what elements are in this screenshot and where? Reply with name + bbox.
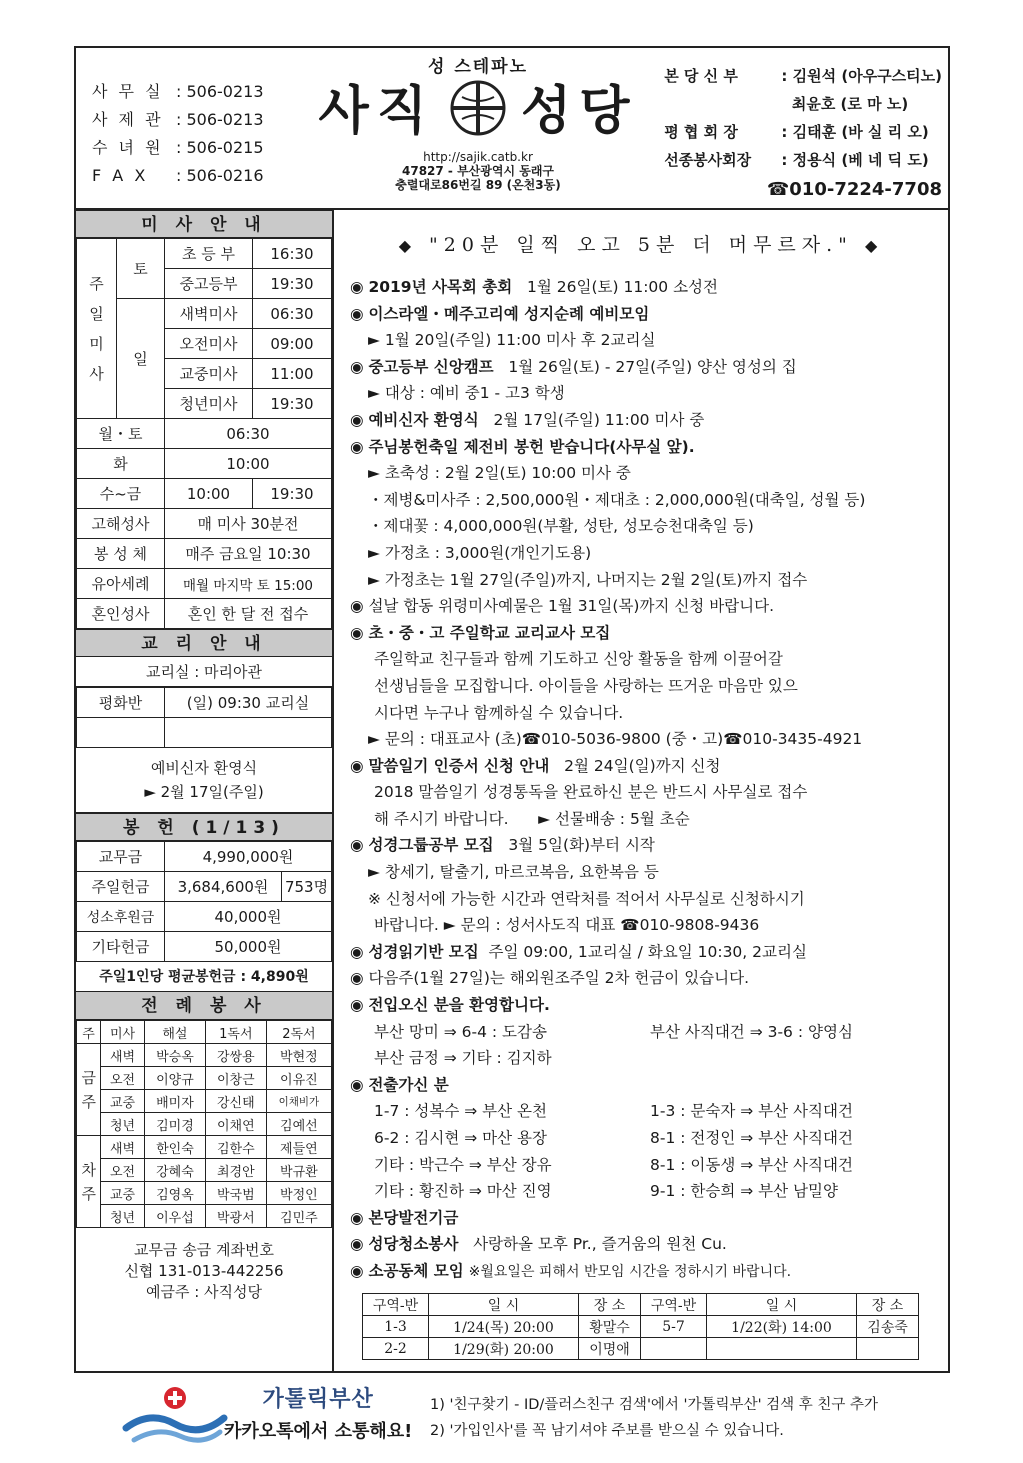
- group-cell: 황말수: [579, 1316, 641, 1338]
- transfer-out-row: 6-2 : 김시현 ⇒ 마산 용장 8-1 : 전정인 ⇒ 부산 사직대건: [374, 1129, 853, 1147]
- liturgy-mass: 새벽: [101, 1136, 145, 1159]
- liturgy-minister: 박정인: [266, 1182, 331, 1205]
- weekday-time: 10:00: [165, 449, 332, 479]
- news-item: ◉ 중고등부 신앙캠프 1월 26일(토) - 27일(주일) 양산 영성의 집: [350, 357, 797, 376]
- small-community-table: [362, 1293, 919, 1360]
- catholic-busan-logo-icon: [120, 1384, 230, 1448]
- liturgy-minister: 최경안: [205, 1159, 266, 1182]
- news-item: ◉ 이스라엘・메주고리예 성지순례 예비모임: [350, 304, 650, 323]
- week-label: 금 주: [77, 1044, 101, 1136]
- group-cell: [857, 1338, 919, 1360]
- news-item: ◉ 본당발전기금: [350, 1208, 459, 1227]
- mass-time: 19:30: [253, 269, 332, 299]
- staff-council-president: 평 협 회 장 : 김태훈 (바 실 리 오): [664, 123, 929, 141]
- news-detail: ► 초축성 : 2월 2일(토) 10:00 미사 중: [368, 464, 631, 483]
- liturgy-minister: 강쌍용: [205, 1044, 266, 1067]
- mass-name: 청년미사: [165, 389, 253, 419]
- liturgy-minister: 김예선: [266, 1113, 331, 1136]
- group-cell: 이명애: [579, 1338, 641, 1360]
- liturgy-row: [77, 1159, 332, 1182]
- blank-cell: [165, 718, 332, 748]
- bank-account-info: 교무금 송금 계좌번호 신협 131-013-442256 예금주 : 사직성당: [124, 1241, 284, 1301]
- group-cell: 1/22(화) 14:00: [707, 1316, 857, 1338]
- group-row: [363, 1338, 919, 1360]
- kakao-guide: 1) '친구찾기 - ID/플러스친구 검색'에서 '가톨릭부산' 검색 후 친구 추가 2) '가입인사'를 꼭 남기셔야 주보를 받으실 수 있습니다.: [430, 1397, 879, 1439]
- staff-pastor: 본 당 신 부 : 김원석 (아우구스티노): [664, 67, 942, 85]
- offering-value: 3,684,600원: [165, 872, 282, 902]
- contact-office: 사 무 실 : 506-0213: [92, 82, 264, 101]
- news-detail: ► 가정초 : 3,000원(개인기도용): [368, 543, 592, 562]
- news-item: ◉ 2019년 사목회 총회 1월 26일(토) 11:00 소성전: [350, 278, 718, 296]
- group-cell: 김송죽: [857, 1316, 919, 1338]
- liturgy-minister: 박현정: [266, 1044, 331, 1067]
- week-label: 차 주: [77, 1136, 101, 1228]
- group-header-cell: 구역-반: [363, 1294, 429, 1316]
- group-cell: [641, 1338, 707, 1360]
- liturgy-row: [77, 1090, 332, 1113]
- staff-list: [664, 62, 942, 204]
- news-item: ◉ 말씀일기 인증서 신청 안내 2월 24일(일)까지 신청: [350, 756, 721, 775]
- mass-name: 교중미사: [165, 359, 253, 389]
- group-cell: 2-2: [363, 1338, 429, 1360]
- sacrament-label: 고해성사: [77, 509, 165, 539]
- sunday-label: 일: [117, 299, 165, 419]
- weekday-label: 월・토: [77, 419, 165, 449]
- liturgy-row: [77, 1205, 332, 1228]
- liturgy-row: [77, 1044, 332, 1067]
- news-item: ◉ 다음주(1월 27일)는 해외원조주일 2차 헌금이 있습니다.: [350, 969, 750, 988]
- liturgy-minister: 김영옥: [145, 1182, 206, 1205]
- liturgy-minister: 제들연: [266, 1136, 331, 1159]
- transfer-out-row: 기타 : 황진하 ⇒ 마산 진영 9-1 : 한승희 ⇒ 부산 남밀양: [374, 1182, 838, 1201]
- mass-schedule-table: [76, 238, 332, 629]
- liturgy-mass: 교중: [101, 1182, 145, 1205]
- sacrament-label: 유아세례: [77, 569, 165, 599]
- mass-name: 오전미사: [165, 329, 253, 359]
- weekday-label: 수~금: [77, 479, 165, 509]
- liturgy-minister: 박광서: [205, 1205, 266, 1228]
- peace-class-value: (일) 09:30 교리실: [165, 688, 332, 718]
- contact-convent: 수 녀 원 : 506-0215: [92, 138, 264, 157]
- news-column: [334, 210, 950, 1373]
- mass-schedule-title: 미 사 안 내: [76, 210, 332, 238]
- catechism-title: 교 리 안 내: [76, 629, 332, 657]
- staff-phone: ☎010-7224-7708: [766, 179, 942, 200]
- transfer-out-list: [350, 1098, 950, 1204]
- liturgy-minister: 배미자: [145, 1090, 206, 1113]
- liturgy-header-row: 주 미사 해설 1독서 2독서: [77, 1021, 332, 1044]
- news-item: ◉ 예비신자 환영식 2월 17일(주일) 11:00 미사 중: [350, 410, 705, 429]
- mass-name: 중고등부: [165, 269, 253, 299]
- liturgy-mass: 오전: [101, 1067, 145, 1090]
- news-detail: ► 창세기, 탈출기, 마르코복음, 요한복음 등: [368, 863, 659, 882]
- offering-value: 4,990,000원: [165, 842, 332, 872]
- weekday-time: 06:30: [165, 419, 332, 449]
- mass-time: 09:00: [253, 329, 332, 359]
- liturgy-row: [77, 1067, 332, 1090]
- group-header-cell: 장 소: [857, 1294, 919, 1316]
- sacrament-value: 매주 금요일 10:30: [165, 539, 332, 569]
- catechism-table: [76, 687, 332, 748]
- offering-label: 주일헌금: [77, 872, 165, 902]
- left-sidebar: [74, 210, 334, 1373]
- news-item: ◉ 설날 합동 위령미사예물은 1월 31일(목)까지 신청 바랍니다.: [350, 597, 775, 616]
- liturgy-minister: 이채비가: [266, 1090, 331, 1113]
- kakao-brand: 가톨릭부산 카카오톡에서 소통해요!: [224, 1387, 413, 1442]
- diamond-icon: ◆: [398, 236, 418, 255]
- sacrament-value: 혼인 한 달 전 접수: [165, 599, 332, 629]
- liturgy-minister: 이우섭: [145, 1205, 206, 1228]
- news-detail: ・제대꽃 : 4,000,000원(부활, 성탄, 성모승천대축일 등): [368, 517, 754, 536]
- address-line-1: 47827 - 부산광역시 동래구: [402, 164, 554, 178]
- newcomer-welcome: 예비신자 환영식 ► 2월 17일(주일): [76, 748, 332, 813]
- news-item: ◉ 주님봉헌축일 제전비 봉헌 받습니다(사무실 앞).: [350, 437, 695, 456]
- sacrament-value: 매월 마지막 토 15:00: [165, 569, 332, 599]
- patron-saint: 성 스테파노: [427, 57, 529, 77]
- liturgy-minister: 박규환: [266, 1159, 331, 1182]
- news-item: ◉ 성경읽기반 모집 주일 09:00, 1교리실 / 화요일 10:30, 2교리실: [350, 942, 807, 961]
- news-detail: 2018 말씀일기 성경통독을 완료하신 분은 반드시 사무실로 접수: [374, 783, 808, 802]
- group-header-cell: 장 소: [579, 1294, 641, 1316]
- blank-cell: [77, 718, 165, 748]
- group-cell: 1-3: [363, 1316, 429, 1338]
- mass-time: 16:30: [253, 239, 332, 269]
- news-item: ◉ 소공동체 모임 ※월요일은 피해서 반모임 시간을 정하시기 바랍니다.: [350, 1261, 792, 1280]
- news-detail: 주일학교 친구들과 함께 기도하고 신앙 활동을 함께 이끌어갈: [374, 650, 783, 669]
- news-detail: 시다면 누구나 함께하실 수 있습니다.: [374, 703, 624, 722]
- news-item: ◉ 전출가신 분: [350, 1075, 449, 1094]
- sacrament-label: 봉 성 체: [77, 539, 165, 569]
- offering-label: 기타헌금: [77, 932, 165, 962]
- offering-count: 753명: [282, 872, 332, 902]
- parish-url[interactable]: http://sajik.catb.kr: [423, 150, 533, 164]
- liturgy-mass: 청년: [101, 1205, 145, 1228]
- contact-fax: F A X : 506-0216: [92, 166, 264, 185]
- offering-title: 봉 헌 (1/13): [76, 813, 332, 841]
- liturgy-row: [77, 1182, 332, 1205]
- contact-rectory: 사 제 관 : 506-0213: [92, 110, 264, 129]
- staff-funeral-president: 선종봉사회장 : 정용식 (베 네 딕 도): [664, 151, 929, 169]
- mass-time: 11:00: [253, 359, 332, 389]
- liturgy-minister: 이유진: [266, 1067, 331, 1090]
- bulletin-header: [74, 46, 950, 210]
- contact-list: [92, 78, 264, 190]
- news-detail: ・제병&미사주 : 2,500,000원・제대초 : 2,000,000원(대축일, 성월 등): [368, 490, 866, 509]
- group-header-row: [363, 1294, 919, 1316]
- news-detail: 선생님들을 모집합니다. 아이들을 사랑하는 뜨거운 마음만 있으: [374, 676, 798, 695]
- liturgy-minister: 강신태: [205, 1090, 266, 1113]
- parish-name: 사직 성당: [298, 79, 658, 150]
- liturgy-table: [76, 1020, 332, 1228]
- sacrament-label: 혼인성사: [77, 599, 165, 629]
- news-detail: 부산 망미 ⇒ 6-4 : 도감송 부산 사직대건 ⇒ 3-6 : 양영심: [374, 1022, 853, 1041]
- diamond-icon: ◆: [864, 236, 884, 255]
- offering-label: 성소후원금: [77, 902, 165, 932]
- liturgy-mass: 청년: [101, 1113, 145, 1136]
- liturgy-minister: 박국범: [205, 1182, 266, 1205]
- mass-time: 06:30: [253, 299, 332, 329]
- sacrament-value: 매 미사 30분전: [165, 509, 332, 539]
- offering-value: 40,000원: [165, 902, 332, 932]
- news-detail: ※ 신청서에 가능한 시간과 연락처를 적어서 사무실로 신청하시기: [368, 889, 805, 908]
- group-header-cell: 일 시: [707, 1294, 857, 1316]
- liturgy-minister: 김미경: [145, 1113, 206, 1136]
- catechism-room: 교리실 : 마리아관: [76, 657, 332, 687]
- news-detail: ► 1월 20일(주일) 11:00 미사 후 2교리실: [368, 331, 656, 350]
- group-cell: 5-7: [641, 1316, 707, 1338]
- sunday-mass-label: 주 일 미 사: [77, 239, 117, 419]
- news-detail: 해 주시기 바랍니다. ► 선물배송 : 5월 초순: [374, 809, 690, 828]
- weekday-label: 화: [77, 449, 165, 479]
- cross-emblem-icon: [449, 79, 507, 150]
- news-detail: ► 대상 : 예비 중1 - 고3 학생: [368, 384, 565, 403]
- news-item: ◉ 초・중・고 주일학교 교리교사 모집: [350, 623, 611, 642]
- offering-table: [76, 841, 332, 962]
- liturgy-minister: 이창근: [205, 1067, 266, 1090]
- average-offering: 주일1인당 평균봉헌금 : 4,890원: [76, 962, 332, 992]
- footer-banner: [120, 1378, 940, 1458]
- slogan: ◆ "20분 일찍 오고 5분 더 머무르자." ◆: [398, 234, 884, 256]
- parish-title-block: [298, 52, 658, 192]
- mass-name: 초 등 부: [165, 239, 253, 269]
- group-cell: [707, 1338, 857, 1360]
- staff-assistant: 최윤호 (로 마 노): [791, 95, 909, 113]
- liturgy-mass: 교중: [101, 1090, 145, 1113]
- group-row: [363, 1316, 919, 1338]
- liturgy-minister: 강혜숙: [145, 1159, 206, 1182]
- news-detail: 부산 금정 ⇒ 기타 : 김지하: [374, 1049, 552, 1068]
- group-header-cell: 일 시: [429, 1294, 579, 1316]
- liturgy-mass: 오전: [101, 1159, 145, 1182]
- news-item: ◉ 성경그룹공부 모집 3월 5일(화)부터 시작: [350, 836, 655, 855]
- liturgy-minister: 이양규: [145, 1067, 206, 1090]
- news-detail: 바랍니다. ► 문의 : 성서사도직 대표 ☎010-9808-9436: [374, 916, 760, 935]
- mass-name: 새벽미사: [165, 299, 253, 329]
- weekday-time: 10:00: [165, 479, 253, 509]
- liturgy-row: [77, 1113, 332, 1136]
- liturgy-row: [77, 1136, 332, 1159]
- liturgy-minister: 박승옥: [145, 1044, 206, 1067]
- liturgy-mass: 새벽: [101, 1044, 145, 1067]
- offering-value: 50,000원: [165, 932, 332, 962]
- liturgy-minister: 김민주: [266, 1205, 331, 1228]
- offering-label: 교무금: [77, 842, 165, 872]
- group-cell: 1/24(목) 20:00: [429, 1316, 579, 1338]
- group-cell: 1/29(화) 20:00: [429, 1338, 579, 1360]
- news-list: [350, 274, 950, 1286]
- transfer-out-row: 1-7 : 성복수 ⇒ 부산 온천 1-3 : 문숙자 ⇒ 부산 사직대건: [374, 1102, 853, 1121]
- news-item: ◉ 성당청소봉사 사랑하올 모후 Pr., 즐거움의 원천 Cu.: [350, 1235, 727, 1254]
- peace-class-label: 평화반: [77, 688, 165, 718]
- mass-time: 19:30: [253, 389, 332, 419]
- group-header-cell: 구역-반: [641, 1294, 707, 1316]
- news-detail: ► 문의 : 대표교사 (초)☎010-5036-9800 (중・고)☎010-3435-4921: [368, 730, 863, 749]
- news-detail: ► 가정초는 1월 27일(주일)까지, 나머지는 2월 2일(토)까지 접수: [368, 570, 808, 589]
- saturday-label: 토: [117, 239, 165, 299]
- weekday-time: 19:30: [253, 479, 332, 509]
- liturgy-title: 전 례 봉 사: [76, 992, 332, 1020]
- address-line-2: 충렬대로86번길 89 (온천3동): [395, 178, 561, 192]
- liturgy-minister: 김한수: [205, 1136, 266, 1159]
- transfer-out-row: 기타 : 박근수 ⇒ 부산 장유 8-1 : 이동생 ⇒ 부산 사직대건: [374, 1155, 853, 1174]
- news-item: ◉ 전입오신 분을 환영합니다.: [350, 996, 550, 1015]
- liturgy-minister: 한인숙: [145, 1136, 206, 1159]
- liturgy-minister: 이채연: [205, 1113, 266, 1136]
